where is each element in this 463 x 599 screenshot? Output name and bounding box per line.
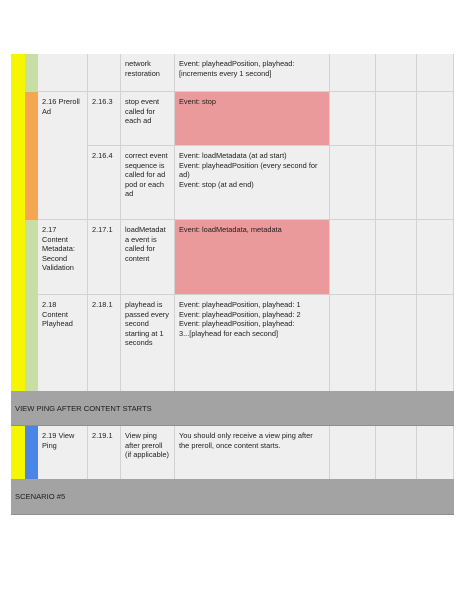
blank-cell <box>330 426 376 479</box>
blue-stripe <box>25 426 38 479</box>
blank-cell <box>417 426 454 479</box>
test-cell <box>121 92 175 146</box>
expected-result: Event: playheadPosition, playhead: 1 Event: playheadPosition, playhead: 2 Event: playheadPosition, playhead: 3...[playhead for each second] <box>179 300 301 338</box>
blank-cell <box>376 54 417 92</box>
section-cell <box>38 295 88 391</box>
expected-result: Event: loadMetadata, metadata <box>179 225 282 234</box>
blank-cell <box>417 295 454 391</box>
test-description: stop event called for each ad <box>125 97 160 126</box>
yellow-stripe <box>11 220 25 295</box>
blank-cell <box>376 92 417 146</box>
section-label: 2.19 View Ping <box>42 431 75 450</box>
expected-result: Event: loadMetadata (at ad start) Event: playheadPosition (every second for ad) Event: stop (at ad end) <box>179 151 318 189</box>
section-band <box>11 391 454 426</box>
table-row <box>11 92 454 146</box>
blank-cell <box>417 146 454 220</box>
green-stripe <box>25 54 38 92</box>
test-case-table <box>11 54 454 515</box>
test-description: correct event sequence is called for ad pod or each ad <box>125 151 168 199</box>
yellow-stripe <box>11 426 25 479</box>
sub-id: 2.19.1 <box>92 431 113 440</box>
sub-id: 2.16.4 <box>92 151 113 160</box>
table-row <box>11 146 454 220</box>
section-cell <box>38 426 88 479</box>
sub-id-cell <box>88 92 121 146</box>
sub-id: 2.17.1 <box>92 225 113 234</box>
blank-cell <box>330 146 376 220</box>
blank-cell <box>376 220 417 295</box>
blank-cell <box>376 146 417 220</box>
section-label: 2.17 Content Metadata: Second Validation <box>42 225 75 273</box>
section-label: 2.18 Content Playhead <box>42 300 73 329</box>
expected-result: Event: playheadPosition, playhead: [increments every 1 second] <box>179 59 295 78</box>
test-description: playhead is passed every second starting at 1 seconds <box>125 300 169 348</box>
green-stripe <box>25 295 38 391</box>
test-cell <box>121 146 175 220</box>
blank-cell <box>330 220 376 295</box>
test-description: network restoration <box>125 59 160 78</box>
section-label: 2.16 Preroll Ad <box>42 97 80 116</box>
table-row <box>11 295 454 391</box>
sub-id-cell <box>88 146 121 220</box>
sub-id-cell <box>88 54 121 92</box>
expected-cell <box>175 54 330 92</box>
section-band <box>11 479 454 515</box>
blank-cell <box>417 54 454 92</box>
sub-id: 2.16.3 <box>92 97 113 106</box>
expected-cell <box>175 295 330 391</box>
section-cell <box>38 220 88 295</box>
blank-cell <box>376 426 417 479</box>
sub-id-cell <box>88 220 121 295</box>
expected-cell-highlighted <box>175 220 330 295</box>
blank-cell <box>330 54 376 92</box>
section-cell <box>38 54 88 92</box>
blank-cell <box>376 295 417 391</box>
blank-cell <box>330 295 376 391</box>
table-row <box>11 426 454 479</box>
test-description: loadMetadat a event is called for content <box>125 225 166 263</box>
scenario-band-label: SCENARIO #5 <box>11 479 454 515</box>
blank-cell <box>330 92 376 146</box>
test-description: View ping after preroll (if applicable) <box>125 431 169 460</box>
test-cell <box>121 295 175 391</box>
sub-id-cell <box>88 295 121 391</box>
test-cell <box>121 426 175 479</box>
expected-cell <box>175 426 330 479</box>
sub-id: 2.18.1 <box>92 300 113 309</box>
green-stripe <box>25 220 38 295</box>
expected-cell-highlighted <box>175 92 330 146</box>
table-row-group <box>11 92 454 220</box>
yellow-stripe <box>11 54 25 92</box>
section-band-label: VIEW PING AFTER CONTENT STARTS <box>11 391 454 426</box>
sub-id-cell <box>88 426 121 479</box>
expected-result: Event: stop <box>179 97 216 106</box>
test-cell <box>121 54 175 92</box>
blank-cell <box>417 92 454 146</box>
blank-cell <box>417 220 454 295</box>
expected-cell <box>175 146 330 220</box>
table-row <box>11 220 454 295</box>
expected-result: You should only receive a view ping after the preroll, once content starts. <box>179 431 313 450</box>
test-cell <box>121 220 175 295</box>
table-row <box>11 54 454 92</box>
yellow-stripe <box>11 295 25 391</box>
